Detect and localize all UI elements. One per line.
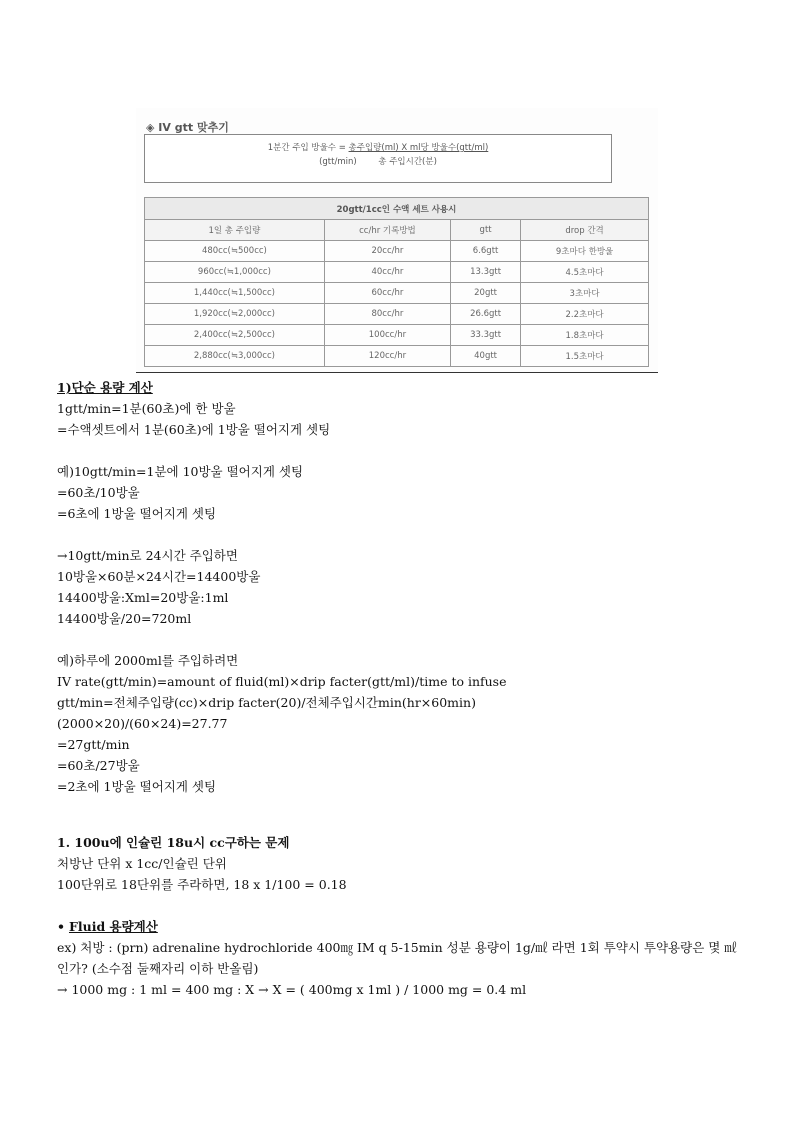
table-row (145, 325, 649, 346)
header-cell: drop 간격 (521, 220, 649, 241)
text-line: 100단위로 18단위를 주라하면, 18 x 1/100 = 0.18 (57, 877, 347, 892)
text-line: 예)하루에 2000ml를 주입하려면 (57, 653, 239, 668)
header-cell: 1일 총 주입량 (145, 220, 325, 241)
header-cell: cc/hr 기록방법 (324, 220, 450, 241)
table-row (145, 346, 649, 367)
formula-line-1 (145, 141, 611, 153)
table-cell: 20gtt (451, 283, 521, 304)
formula-prefix: 1분간 주입 방울수 = (267, 143, 349, 153)
table-cell: 1,440cc(≒1,500cc) (145, 283, 325, 304)
section3-heading: Fluid 용량계산 (68, 919, 158, 934)
table-cell: 960cc(≒1,000cc) (145, 262, 325, 283)
gtt-table (144, 197, 649, 367)
text-line: 처방난 단위 x 1cc/인슐린 단위 (57, 856, 227, 871)
table-cell: 2.2초마다 (521, 304, 649, 325)
document-body (57, 377, 747, 1000)
table-row (145, 304, 649, 325)
table-cell: 13.3gtt (451, 262, 521, 283)
table-cell: 60cc/hr (324, 283, 450, 304)
table-cell: 80cc/hr (324, 304, 450, 325)
text-line: →10gtt/min로 24시간 주입하면 (57, 548, 238, 563)
section2-heading: 1. 100u에 인슐린 18u시 cc구하는 문제 (57, 835, 290, 850)
text-line: (2000×20)/(60×24)=27.77 (57, 716, 228, 731)
table-cell: 40cc/hr (324, 262, 450, 283)
formula-box (144, 134, 612, 183)
table-cell: 33.3gtt (451, 325, 521, 346)
bullet: • (57, 919, 65, 934)
table-cell: 120cc/hr (324, 346, 450, 367)
text-line: 예)10gtt/min=1분에 10방울 떨어지게 셋팅 (57, 464, 304, 479)
table-cell: 20cc/hr (324, 241, 450, 262)
table-cell: 1.5초마다 (521, 346, 649, 367)
text-line: =60초/27방울 (57, 758, 140, 773)
table-cell: 9초마다 한방울 (521, 241, 649, 262)
table-cell: 100cc/hr (324, 325, 450, 346)
iv-section-title: ◈ IV gtt 맞추기 (146, 121, 229, 134)
section1-heading: 1)단순 용량 계산 (57, 380, 153, 395)
table-cell: 2,880cc(≒3,000cc) (145, 346, 325, 367)
table-cell: 1,920cc(≒2,000cc) (145, 304, 325, 325)
text-line: 10방울×60분×24시간=14400방울 (57, 569, 261, 584)
text-line: gtt/min=전체주입량(cc)×drip facter(20)/전체주입시간min(hr×60min) (57, 695, 476, 710)
text-line: =27gtt/min (57, 737, 130, 752)
text-line: → 1000 mg : 1 ml = 400 mg : X → X = ( 400mg x 1ml ) / 1000 mg = 0.4 ml (57, 982, 527, 997)
table-caption: 20gtt/1cc인 수액 세트 사용시 (145, 198, 649, 220)
table-cell: 26.6gtt (451, 304, 521, 325)
text-line: 14400방울/20=720ml (57, 611, 192, 626)
text-line: 14400방울:Xml=20방울:1ml (57, 590, 229, 605)
text-line: 1gtt/min=1분(60초)에 한 방울 (57, 401, 236, 416)
table-header-row (145, 220, 649, 241)
table-cell: 6.6gtt (451, 241, 521, 262)
text-line: =6초에 1방울 떨어지게 셋팅 (57, 506, 217, 521)
table-cell: 2,400cc(≒2,500cc) (145, 325, 325, 346)
table-row (145, 241, 649, 262)
formula-numerator: 총주입량(ml) X ml당 방울수(gtt/ml) (348, 143, 489, 153)
formula-line-2: (gtt/min) 총 주입시간(분) (319, 157, 437, 167)
table-cell: 3초마다 (521, 283, 649, 304)
header-cell: gtt (451, 220, 521, 241)
table-cell: 40gtt (451, 346, 521, 367)
table-cell: 480cc(≒500cc) (145, 241, 325, 262)
text-line: =60초/10방울 (57, 485, 140, 500)
text-line: IV rate(gtt/min)=amount of fluid(ml)×drip facter(gtt/ml)/time to infuse (57, 674, 507, 689)
section3-heading-line (57, 916, 747, 937)
text-line: =수액셋트에서 1분(60초)에 1방울 떨어지게 셋팅 (57, 422, 331, 437)
table-cell: 1.8초마다 (521, 325, 649, 346)
table-cell: 4.5초마다 (521, 262, 649, 283)
text-line: ex) 처방 : (prn) adrenaline hydrochloride 400㎎ IM q 5-15min 성분 용량이 1g/㎖ 라면 1회 투약시 투약용량은 몇 ㎖인가? (소수점 둘째자리 이하 반올림) (57, 940, 737, 976)
iv-gtt-image (136, 108, 658, 373)
table-row (145, 262, 649, 283)
text-line: =2초에 1방울 떨어지게 셋팅 (57, 779, 217, 794)
table-row (145, 283, 649, 304)
